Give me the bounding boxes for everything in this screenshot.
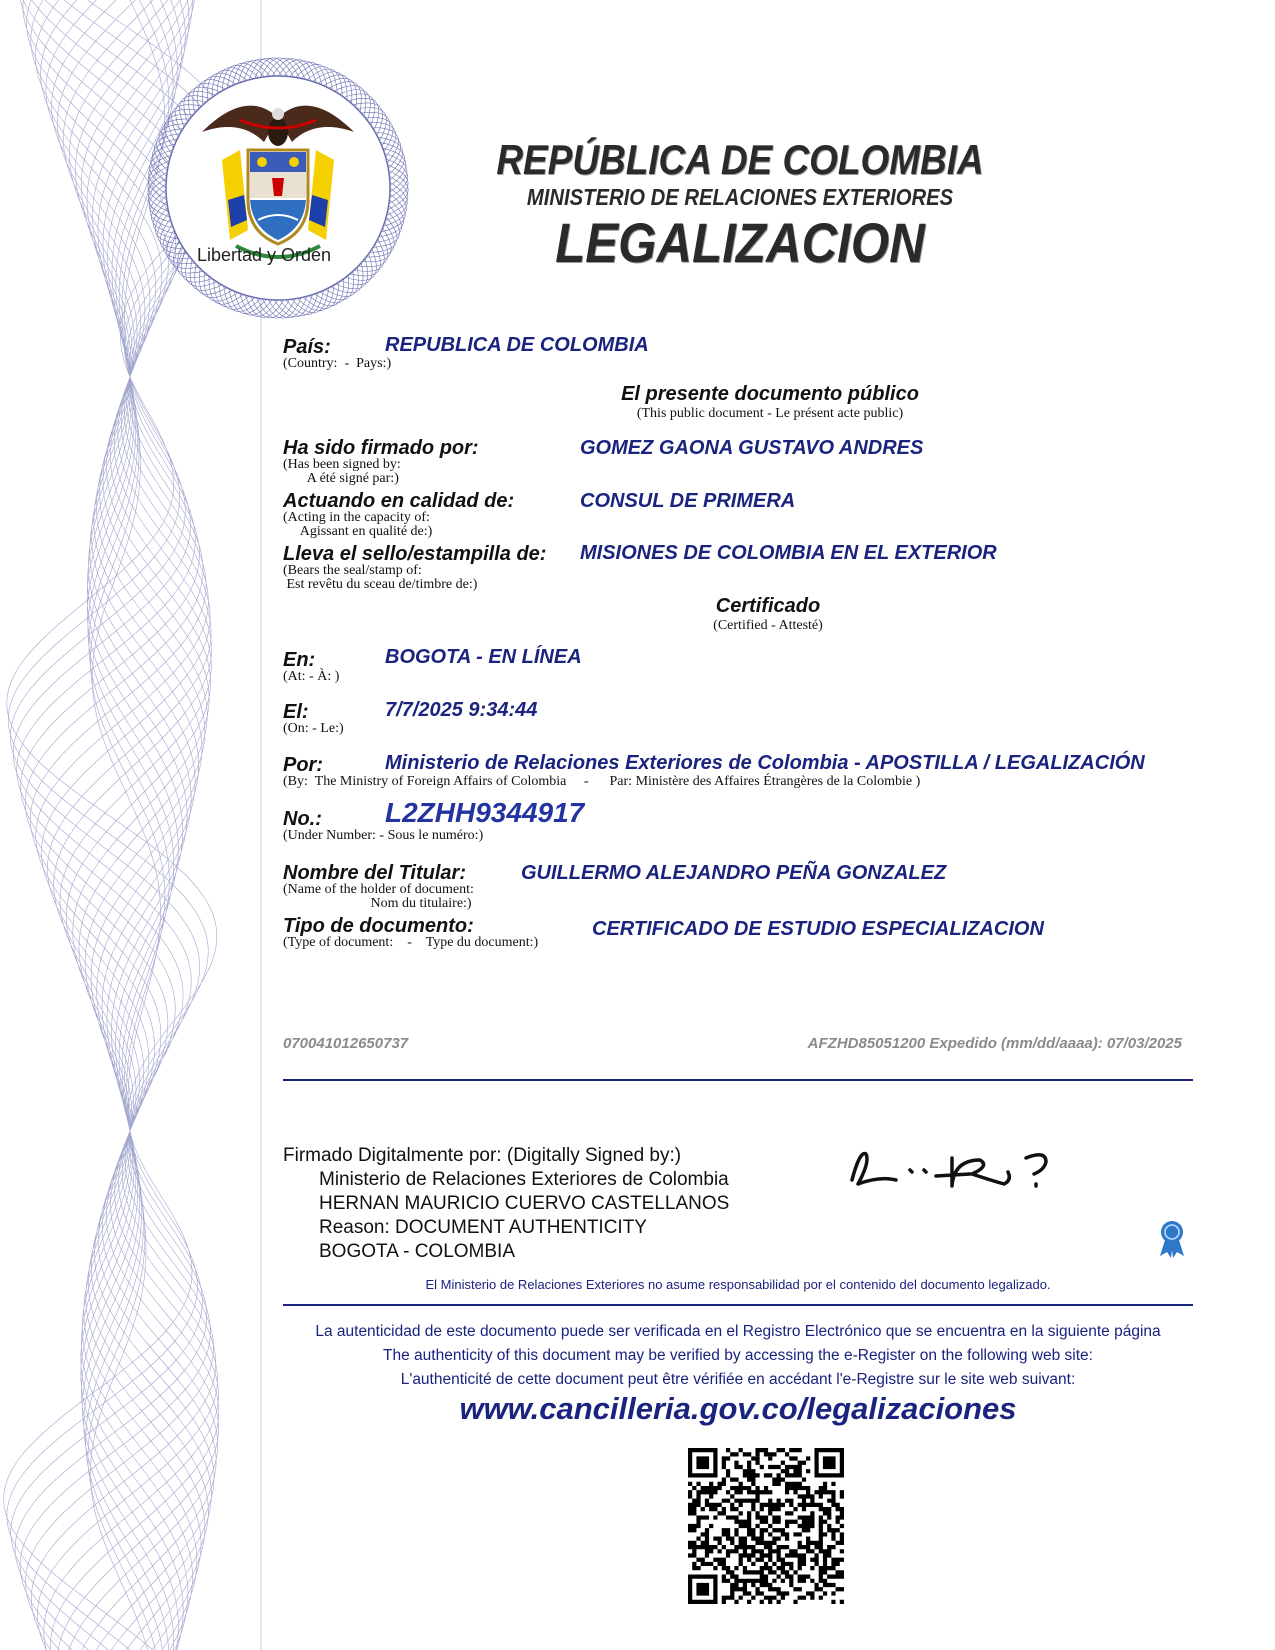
pais-label: País:: [283, 336, 331, 358]
divider-top: [283, 1079, 1193, 1081]
header-title: LEGALIZACION: [555, 211, 925, 274]
code-left: 070041012650737: [283, 1035, 409, 1052]
verified-ribbon-icon: [1157, 1220, 1187, 1258]
seal-motto: Libertad y Orden: [196, 245, 332, 265]
doc-type-value: CERTIFICADO DE ESTUDIO ESPECIALIZACION: [592, 918, 1044, 940]
seal-stamp-sub: (Bears the seal/stamp of: Est revêtu du sceau de/timbre de:): [283, 563, 478, 592]
holder-value: GUILLERMO ALEJANDRO PEÑA GONZALEZ: [521, 862, 947, 884]
digital-signed-heading: Firmado Digitalmente por: (Digitally Signed by:): [283, 1145, 682, 1166]
place-value: BOGOTA - EN LÍNEA: [385, 646, 582, 668]
capacity-sub: (Acting in the capacity of: Agissant en qualité de:): [283, 510, 433, 539]
signer-org: Ministerio de Relaciones Exteriores de Colombia: [319, 1169, 729, 1190]
place-sub: (At: - À: ): [283, 669, 340, 684]
signature-location: BOGOTA - COLOMBIA: [319, 1241, 516, 1262]
capacity-value: CONSUL DE PRIMERA: [580, 490, 796, 512]
number-sub: (Under Number: - Sous le numéro:): [283, 828, 484, 843]
by-value: Ministerio de Relaciones Exteriores de Colombia - APOSTILLA / LEGALIZACIÓN: [385, 752, 1145, 774]
header-ministry: MINISTERIO DE RELACIONES EXTERIORES: [526, 184, 954, 210]
signer-name: HERNAN MAURICIO CUERVO CASTELLANOS: [319, 1193, 730, 1214]
doc-type-sub: (Type of document: - Type du document:): [283, 935, 539, 950]
number-value: L2ZHH9344917: [385, 797, 585, 828]
seal-stamp-value: MISIONES DE COLOMBIA EN EL EXTERIOR: [580, 542, 997, 564]
public-document-sub: (This public document - Le présent acte public): [636, 406, 904, 421]
qr-modules: [688, 1448, 844, 1604]
doc-type-label: Tipo de documento:: [283, 915, 474, 937]
coat-of-arms-seal: [140, 50, 416, 326]
verify-text-es: La autenticidad de este documento puede ser verificada en el Registro Electrónico que se encuentra en la siguiente página: [315, 1323, 1161, 1340]
public-document-heading: El presente documento público: [621, 383, 919, 405]
holder-label: Nombre del Titular:: [283, 862, 466, 884]
divider-bottom: [283, 1304, 1193, 1306]
qr-code[interactable]: [688, 1448, 844, 1604]
verify-url-link[interactable]: www.cancilleria.gov.co/legalizaciones: [459, 1391, 1017, 1426]
signed-by-label: Ha sido firmado por:: [283, 437, 479, 459]
certified-sub: (Certified - Attesté): [713, 618, 823, 633]
place-label: En:: [283, 649, 316, 671]
holder-sub: (Name of the holder of document: Nom du titulaire:): [283, 882, 474, 911]
signature-reason: Reason: DOCUMENT AUTHENTICITY: [319, 1217, 647, 1238]
pais-sub: (Country: - Pays:): [283, 356, 392, 371]
code-right: AFZHD85051200 Expedido (mm/dd/aaaa): 07/03/2025: [807, 1035, 1182, 1052]
seal-stamp-label: Lleva el sello/estampilla de:: [283, 543, 547, 565]
number-label: No.:: [283, 808, 322, 830]
date-value: 7/7/2025 9:34:44: [385, 699, 538, 721]
handwritten-signature: [840, 1140, 1060, 1200]
date-label: El:: [283, 701, 309, 723]
signed-by-value: GOMEZ GAONA GUSTAVO ANDRES: [580, 437, 924, 459]
verify-text-fr: L'authenticité de cette document peut être vérifiée en accédant l'e-Registre sur le site web suivant:: [400, 1371, 1076, 1388]
disclaimer: El Ministerio de Relaciones Exteriores no asume responsabilidad por el contenido del documento legalizado.: [425, 1277, 1051, 1292]
capacity-label: Actuando en calidad de:: [283, 490, 515, 512]
date-sub: (On: - Le:): [283, 721, 344, 736]
signed-by-sub: (Has been signed by: A été signé par:): [283, 457, 401, 486]
verify-text-en: The authenticity of this document may be verified by accessing the e-Register on the following web site:: [383, 1347, 1093, 1364]
pais-value: REPUBLICA DE COLOMBIA: [385, 334, 649, 356]
by-label: Por:: [283, 754, 323, 776]
header-country: REPÚBLICA DE COLOMBIA: [496, 136, 984, 183]
certified-heading: Certificado: [715, 595, 821, 617]
by-sub: (By: The Ministry of Foreign Affairs of Colombia - Par: Ministère des Affaires Étrangères de la Colombie ): [283, 774, 921, 789]
